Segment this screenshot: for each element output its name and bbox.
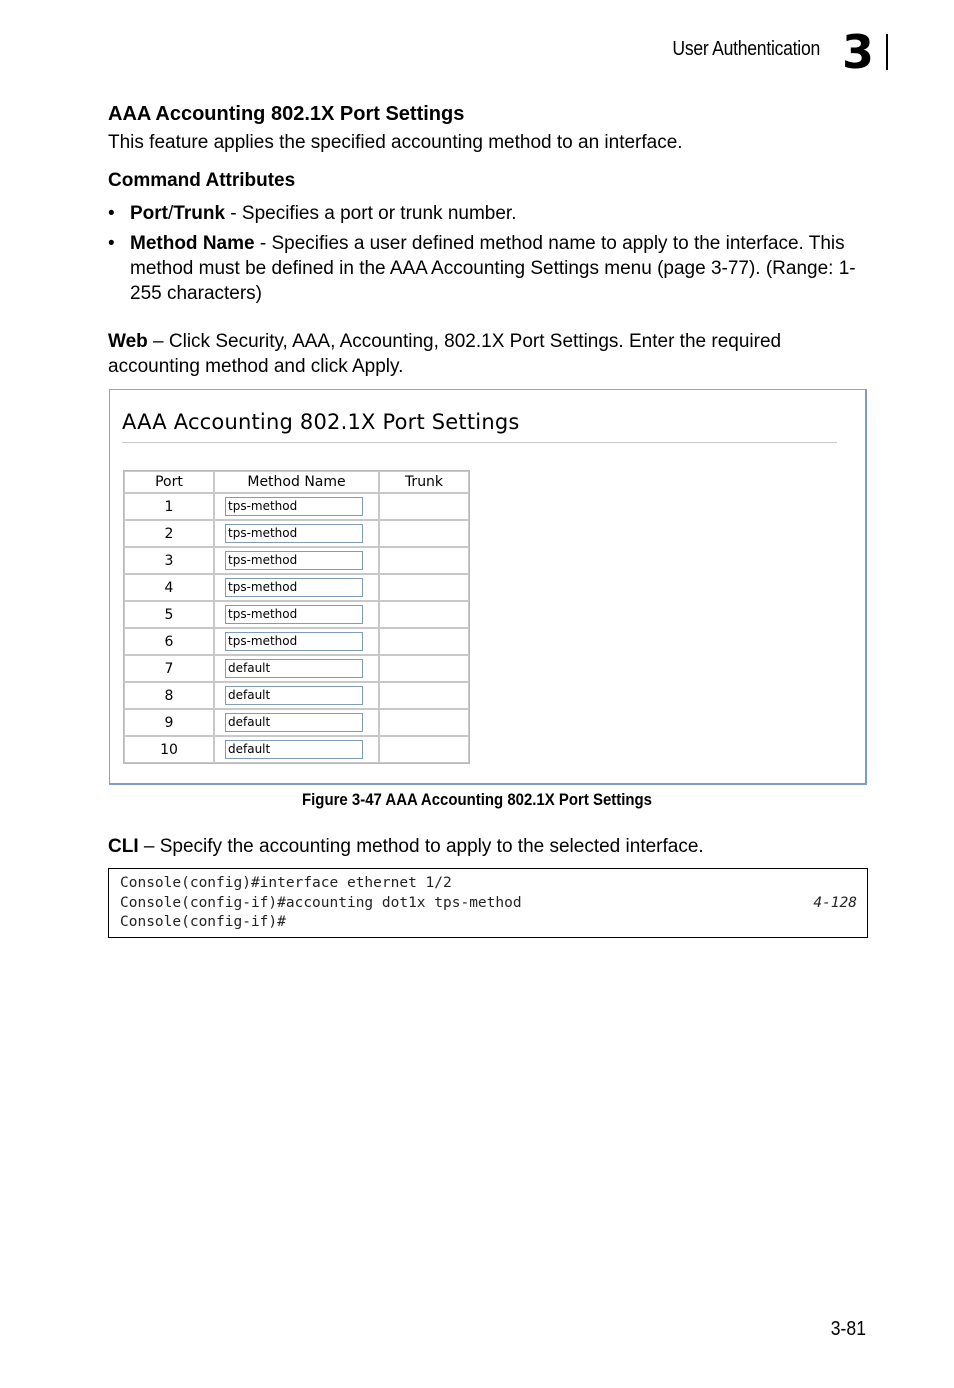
port-cell: 3: [124, 547, 214, 574]
method-cell: [214, 520, 379, 547]
section-heading: AAA Accounting 802.1X Port Settings: [108, 103, 465, 125]
chapter-number: 3: [842, 25, 875, 79]
trunk-cell: [379, 736, 469, 763]
table-row: [124, 493, 469, 520]
figure-caption: Figure 3-47 AAA Accounting 802.1X Port Settings: [302, 790, 652, 809]
method-name-input[interactable]: default: [225, 713, 363, 732]
panel-title: AAA Accounting 802.1X Port Settings: [122, 410, 520, 434]
bullet-dot: •: [108, 203, 115, 224]
web-label: Web: [108, 331, 148, 352]
trunk-cell: [379, 709, 469, 736]
running-header: User Authentication: [672, 38, 820, 60]
port-cell: 8: [124, 682, 214, 709]
port-cell: 10: [124, 736, 214, 763]
table-row: [124, 736, 469, 763]
method-cell: [214, 628, 379, 655]
method-name-input[interactable]: default: [225, 659, 363, 678]
trunk-cell: [379, 628, 469, 655]
trunk-cell: [379, 574, 469, 601]
web-instructions: [108, 329, 868, 379]
code-line: Console(config-if)#accounting dot1x tps-method: [120, 895, 522, 911]
port-cell: 6: [124, 628, 214, 655]
col-method-name: Method Name: [214, 471, 379, 493]
table-header-row: [124, 471, 469, 493]
table-row: [124, 709, 469, 736]
method-cell: [214, 574, 379, 601]
method-cell: [214, 601, 379, 628]
table-row: [124, 574, 469, 601]
method-name-input[interactable]: tps-method: [225, 551, 363, 570]
port-cell: 1: [124, 493, 214, 520]
port-cell: 4: [124, 574, 214, 601]
table-row: [124, 547, 469, 574]
method-name-input[interactable]: tps-method: [225, 632, 363, 651]
table-row: [124, 655, 469, 682]
method-cell: [214, 682, 379, 709]
table-row: [124, 601, 469, 628]
term-sep: /: [168, 203, 174, 224]
term-trunk: Trunk: [173, 203, 226, 224]
cli-label: CLI: [108, 836, 139, 857]
port-settings-table: [123, 470, 470, 764]
table-row: [124, 520, 469, 547]
method-name-input[interactable]: default: [225, 686, 363, 705]
trunk-cell: [379, 547, 469, 574]
web-text: – Click Security, AAA, Accounting, 802.1X Port Settings. Enter the required accounting method and click Apply.: [108, 331, 782, 377]
method-name-input[interactable]: default: [225, 740, 363, 759]
col-trunk: Trunk: [379, 471, 469, 493]
cli-instructions: [108, 836, 704, 858]
method-cell: [214, 547, 379, 574]
screenshot-panel: [109, 389, 867, 785]
port-cell: 9: [124, 709, 214, 736]
bullet-text: - Specifies a user defined method name to apply to the interface. This method must be defined in the AAA Accounting Settings menu (page 3-77). (Range: 1-255 characters): [130, 233, 856, 304]
bullet-dot: •: [108, 233, 115, 254]
term-method-name: Method Name: [130, 233, 255, 254]
col-port: Port: [124, 471, 214, 493]
method-name-input[interactable]: tps-method: [225, 524, 363, 543]
method-cell: [214, 493, 379, 520]
panel-divider: [122, 442, 837, 443]
method-cell: [214, 736, 379, 763]
code-page-ref: 4-128: [813, 895, 857, 911]
code-block: [108, 868, 868, 938]
method-cell: [214, 655, 379, 682]
chapter-rule: [886, 34, 888, 70]
table-row: [124, 682, 469, 709]
trunk-cell: [379, 601, 469, 628]
table-row: [124, 628, 469, 655]
cli-text: – Specify the accounting method to apply to the selected interface.: [138, 836, 704, 857]
method-cell: [214, 709, 379, 736]
trunk-cell: [379, 655, 469, 682]
trunk-cell: [379, 682, 469, 709]
bullet-text: - Specifies a port or trunk number.: [225, 203, 517, 224]
port-cell: 5: [124, 601, 214, 628]
port-cell: 7: [124, 655, 214, 682]
intro-text: This feature applies the specified accounting method to an interface.: [108, 132, 683, 153]
method-name-input[interactable]: tps-method: [225, 578, 363, 597]
port-cell: 2: [124, 520, 214, 547]
term-port: Port: [130, 203, 168, 224]
page-number: 3-81: [830, 1318, 866, 1340]
trunk-cell: [379, 493, 469, 520]
attributes-heading: Command Attributes: [108, 170, 296, 191]
method-name-input[interactable]: tps-method: [225, 605, 363, 624]
trunk-cell: [379, 520, 469, 547]
code-line: Console(config)#interface ethernet 1/2: [120, 875, 452, 891]
code-line: Console(config-if)#: [120, 914, 286, 930]
method-name-input[interactable]: tps-method: [225, 497, 363, 516]
